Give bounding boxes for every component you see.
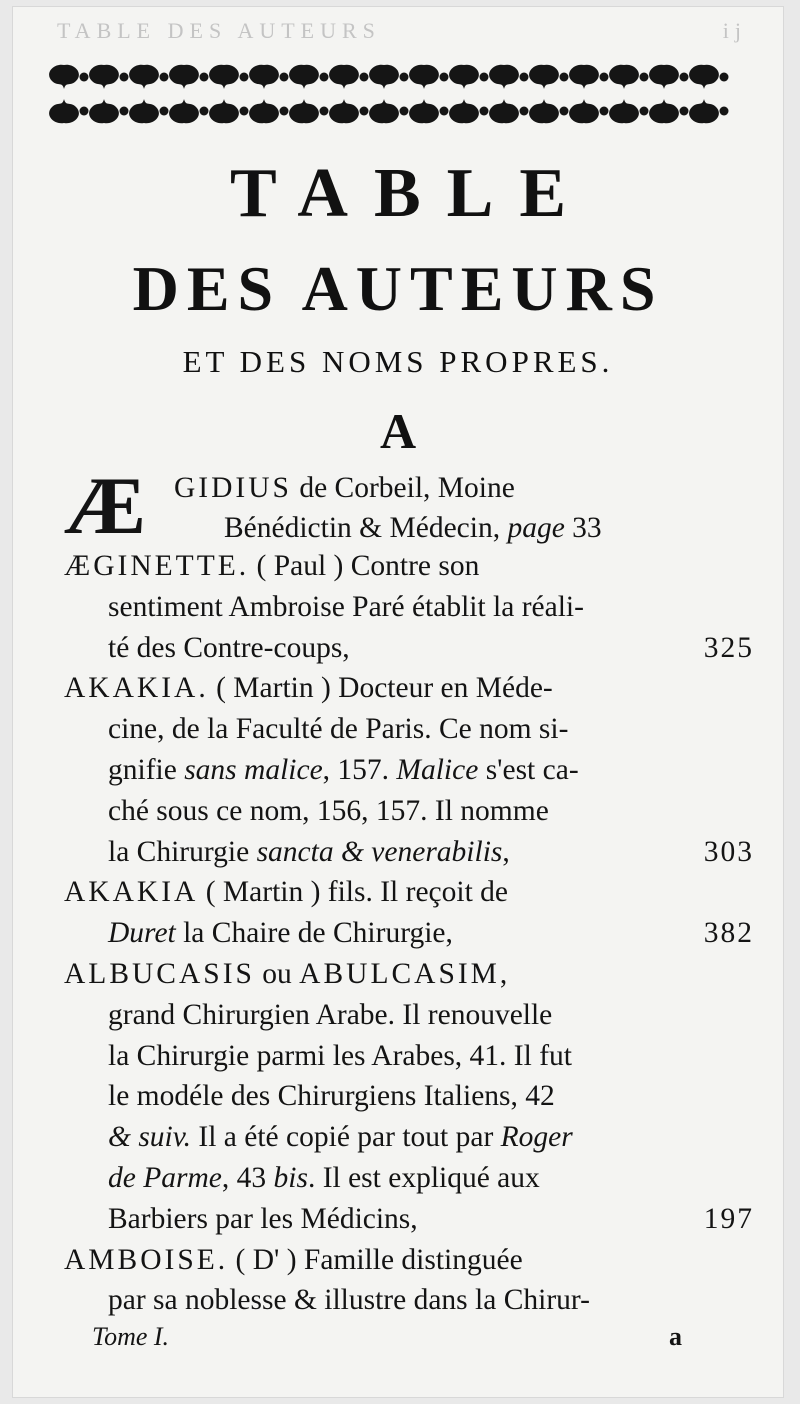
fleuron-icon: [49, 99, 79, 123]
fleuron-dot: [480, 73, 489, 82]
fleuron-dot: [160, 73, 169, 82]
entry-akakia-fils: AKAKIA ( Martin ) fils. Il reçoit de Duret la Chaire de Chirurgie, 382: [64, 872, 754, 954]
fleuron-icon: [529, 65, 559, 89]
fleuron-dot: [240, 73, 249, 82]
fleuron-icon: [169, 65, 199, 89]
fleuron-icon: [689, 99, 719, 123]
page-ref: 382: [703, 917, 754, 950]
page-ref: 325: [703, 631, 754, 664]
fleuron-icon: [289, 65, 319, 89]
fleuron-icon: [609, 65, 639, 89]
fleuron-icon: [569, 99, 599, 123]
title-noms-propres: ET DES NOMS PROPRES.: [182, 344, 614, 379]
fleuron-dot: [680, 107, 689, 116]
fleuron-dot: [200, 73, 209, 82]
fleuron-dot: [440, 73, 449, 82]
fleuron-dot: [520, 107, 529, 116]
fleuron-icon: [689, 65, 719, 89]
fleuron-icon: [569, 65, 599, 89]
fleuron-icon: [289, 99, 319, 123]
signature-mark: a: [669, 1322, 682, 1351]
entry-akakia: AKAKIA. ( Martin ) Docteur en Méde- cine, de la Faculté de Paris. Ce nom si- gnifie sans malice, 157. Malice s'est ca- ché sous ce nom, 156, 157. Il nomme la Chirurgie sancta & venerabilis, 303: [64, 668, 754, 872]
entry-head: ÆGINETTE.: [64, 550, 250, 582]
title-table: TABLE: [229, 155, 593, 232]
fleuron-dot: [280, 107, 289, 116]
fleuron-dot: [360, 73, 369, 82]
fleuron-icon: [209, 65, 239, 89]
entry-head: AMBOISE.: [64, 1243, 229, 1276]
fleuron-icon: [209, 99, 239, 123]
fleuron-icon: [89, 65, 119, 89]
fleuron-icon: [329, 99, 359, 123]
page-ref: 197: [703, 1202, 754, 1235]
running-header-right: ij: [722, 18, 747, 43]
fleuron-icon: [49, 65, 79, 89]
fleuron-dot: [120, 107, 129, 116]
running-header: [57, 6, 747, 56]
fleuron-dot: [360, 107, 369, 116]
entry-amboise: AMBOISE. ( D' ) Famille distinguée par sa noblesse & illustre dans la Chirur-: [64, 1243, 590, 1317]
page-ref: 303: [703, 835, 754, 868]
fleuron-icon: [169, 99, 199, 123]
index-entries: [64, 460, 754, 1321]
fleuron-icon: [409, 99, 439, 123]
entry-head: AKAKIA.: [64, 672, 209, 705]
fleuron-dot: [400, 73, 409, 82]
volume-label: Tome I.: [92, 1322, 170, 1351]
fleuron-dot: [600, 73, 609, 82]
fleuron-dot: [240, 107, 249, 116]
fleuron-dot: [640, 73, 649, 82]
fleuron-dot: [80, 107, 89, 116]
fleuron-icon: [649, 99, 679, 123]
entry-aegidius: Æ GIDIUS de Corbeil, Moine Bénédictin & Médecin, page 33: [64, 460, 602, 551]
page-footer: [92, 1322, 682, 1352]
section-letter: A: [379, 403, 417, 459]
fleuron-icon: [129, 65, 159, 89]
entry-albucasis: ALBUCASIS ou ABULCASIM, grand Chirurgien Arabe. Il renouvelle la Chirurgie parmi les Arabes, 41. Il fut le modéle des Chirurgiens Italiens, 42 & suiv. Il a été copié par tout par Roger de Parme, 43 bis. Il est expliqué aux Barbiers par les Médicins, 197: [64, 954, 754, 1240]
fleuron-icon: [89, 99, 119, 123]
fleuron-dot: [720, 107, 729, 116]
entry-head: ALBUCASIS: [64, 957, 255, 990]
ornament-band-icon: [48, 60, 748, 130]
fleuron-dot: [440, 107, 449, 116]
fleuron-icon: [449, 99, 479, 123]
fleuron-dot: [160, 107, 169, 116]
drop-cap: Æ: [64, 460, 146, 551]
fleuron-dot: [200, 107, 209, 116]
fleuron-icon: [489, 99, 519, 123]
fleuron-icon: [409, 65, 439, 89]
fleuron-dot: [280, 73, 289, 82]
fleuron-icon: [249, 65, 279, 89]
fleuron-dot: [80, 73, 89, 82]
entry-head: AKAKIA: [64, 876, 199, 909]
fleuron-icon: [369, 65, 399, 89]
entry-aeginette: ÆGINETTE. ( Paul ) Contre son sentiment Ambroise Paré établit la réali- té des Contre-coups, 325: [64, 546, 754, 668]
fleuron-icon: [609, 99, 639, 123]
fleuron-icon: [649, 65, 679, 89]
fleuron-icon: [249, 99, 279, 123]
fleuron-icon: [529, 99, 559, 123]
fleuron-icon: [369, 99, 399, 123]
fleuron-dot: [520, 73, 529, 82]
fleuron-icon: [129, 99, 159, 123]
fleuron-dot: [400, 107, 409, 116]
fleuron-dot: [560, 73, 569, 82]
fleuron-dot: [480, 107, 489, 116]
fleuron-dot: [120, 73, 129, 82]
fleuron-dot: [320, 107, 329, 116]
fleuron-dot: [680, 73, 689, 82]
fleuron-icon: [449, 65, 479, 89]
fleuron-icon: [329, 65, 359, 89]
running-header-left: TABLE DES AUTEURS: [57, 18, 381, 43]
fleuron-icon: [489, 65, 519, 89]
book-page: [12, 6, 784, 1398]
page-ref: 33: [572, 512, 602, 544]
fleuron-dot: [600, 107, 609, 116]
fleuron-dot: [720, 73, 729, 82]
fleuron-dot: [640, 107, 649, 116]
entry-head: GIDIUS: [174, 472, 292, 504]
fleuron-dot: [560, 107, 569, 116]
title-des-auteurs: DES AUTEURS: [132, 253, 664, 324]
fleuron-dot: [320, 73, 329, 82]
